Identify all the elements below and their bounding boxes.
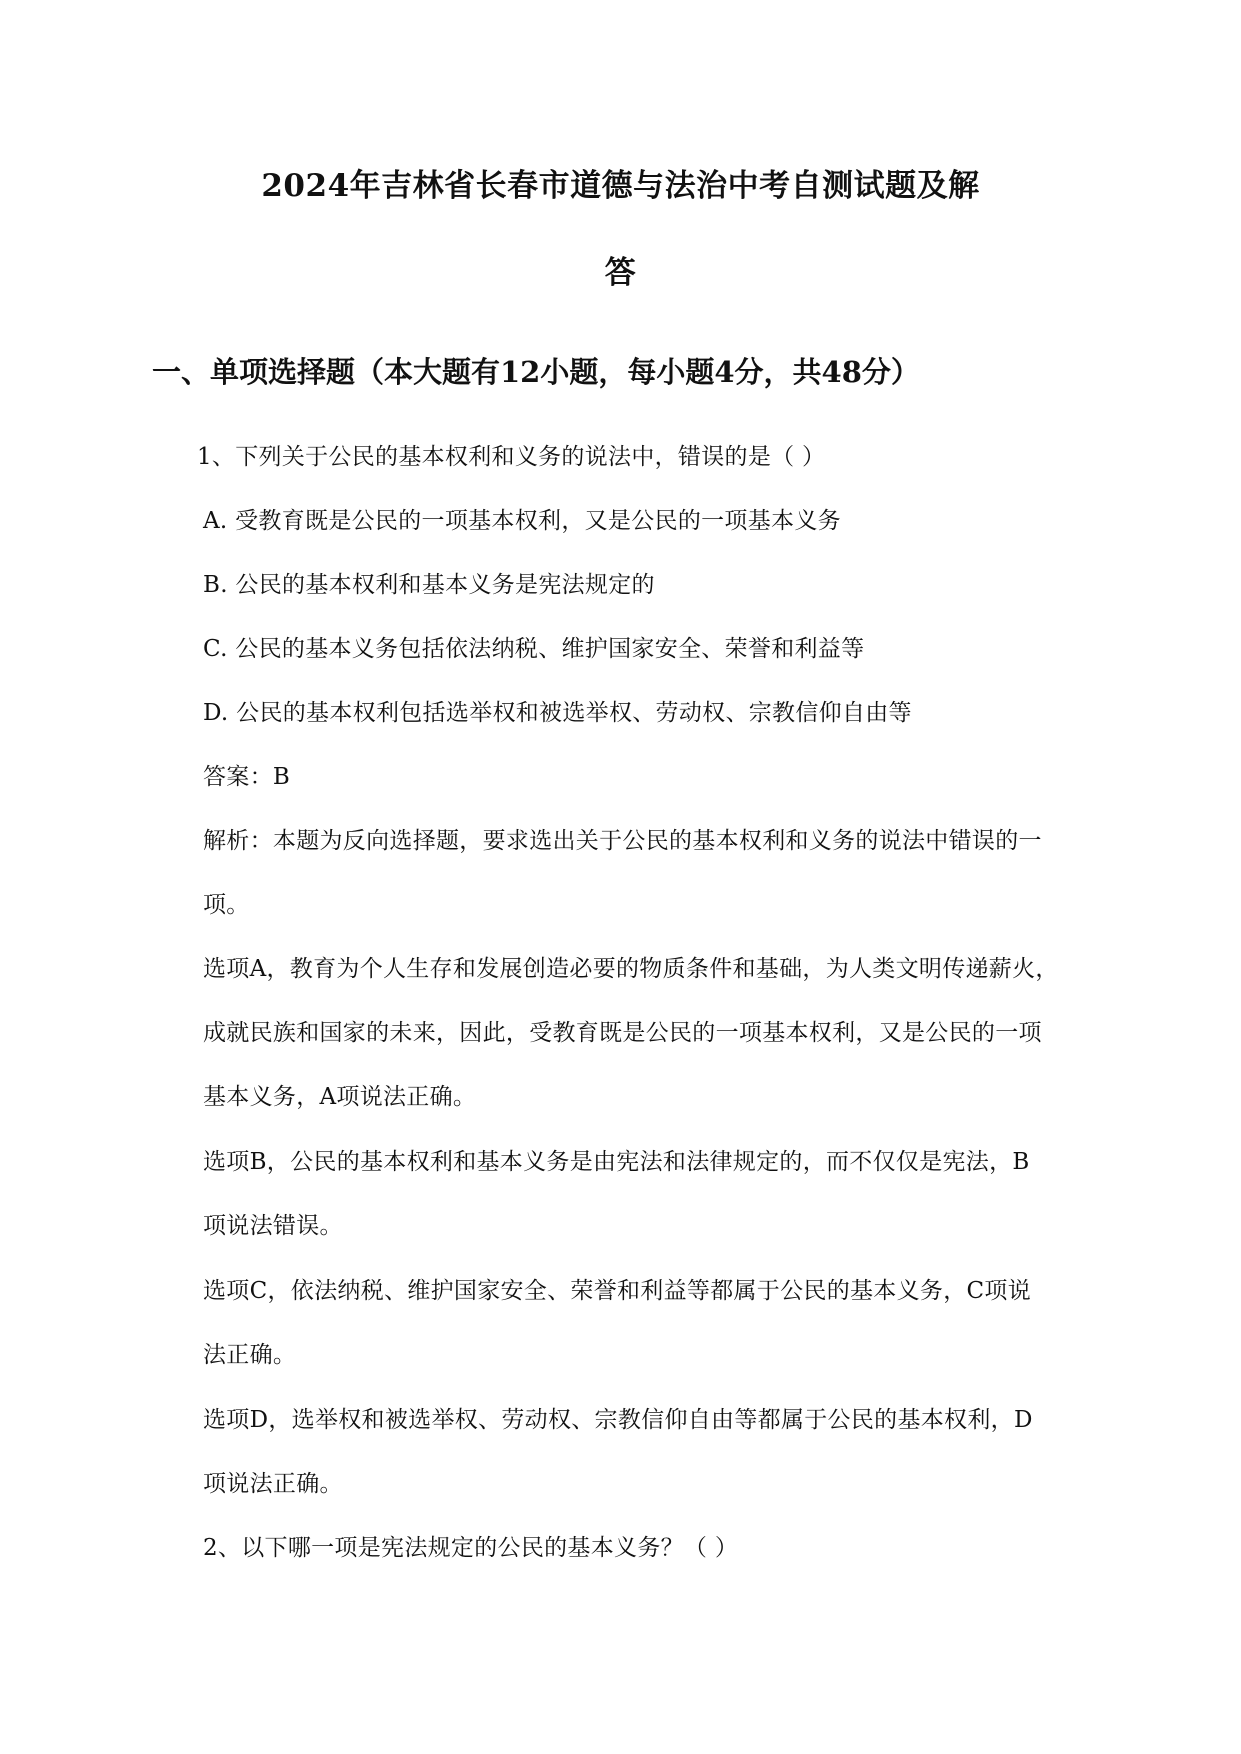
- document-title-line-1: 2024年吉林省长春市道德与法治中考自测试题及解: [261, 168, 980, 204]
- analysis-line: 选项B，公民的基本权利和基本义务是由宪法和法律规定的，而不仅仅是宪法，B: [203, 1149, 1030, 1175]
- analysis-line: 选项A，教育为个人生存和发展创造必要的物质条件和基础，为人类文明传递薪火，: [203, 956, 1059, 982]
- question-1-option-a: A. 受教育既是公民的一项基本权利，又是公民的一项基本义务: [203, 508, 841, 534]
- analysis-line: 选项C，依法纳税、维护国家安全、荣誉和利益等都属于公民的基本义务，C项说: [203, 1278, 1031, 1304]
- document-title-line-2: 答: [604, 255, 637, 291]
- question-2-stem: 2、以下哪一项是宪法规定的公民的基本义务？（ ）: [203, 1535, 739, 1561]
- question-1-answer: 答案：B: [203, 764, 291, 790]
- analysis-line: 选项D，选举权和被选举权、劳动权、宗教信仰自由等都属于公民的基本权利，D: [203, 1407, 1033, 1433]
- analysis-line: 成就民族和国家的未来，因此，受教育既是公民的一项基本权利，又是公民的一项: [203, 1020, 1042, 1046]
- analysis-line: 项说法错误。: [203, 1213, 343, 1239]
- section-heading: 一、单项选择题（本大题有12小题，每小题4分，共48分）: [152, 355, 920, 389]
- question-1-stem: 1、下列关于公民的基本权利和义务的说法中，错误的是（ ）: [197, 444, 826, 470]
- analysis-line: 法正确。: [203, 1342, 297, 1368]
- question-1-option-b: B. 公民的基本权利和基本义务是宪法规定的: [203, 572, 655, 598]
- analysis-line: 项。: [203, 892, 250, 918]
- question-1-option-d: D. 公民的基本权利包括选举权和被选举权、劳动权、宗教信仰自由等: [203, 700, 912, 726]
- analysis-line: 解析：本题为反向选择题，要求选出关于公民的基本权利和义务的说法中错误的一: [203, 828, 1042, 854]
- analysis-line: 项说法正确。: [203, 1471, 343, 1497]
- analysis-line: 基本义务，A项说法正确。: [203, 1084, 477, 1110]
- question-1-option-c: C. 公民的基本义务包括依法纳税、维护国家安全、荣誉和利益等: [203, 636, 865, 662]
